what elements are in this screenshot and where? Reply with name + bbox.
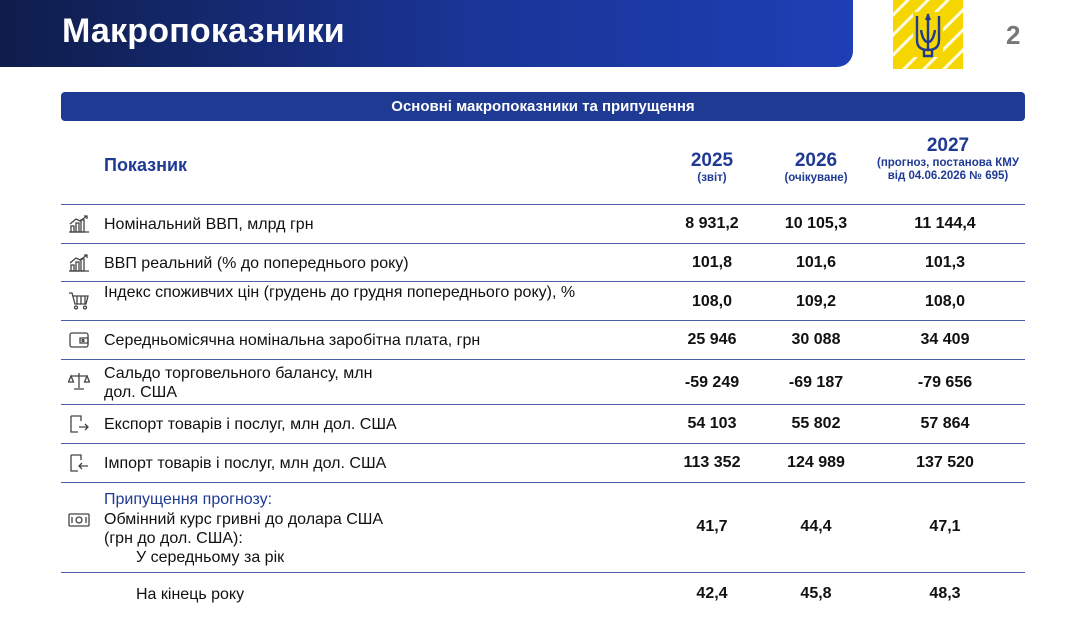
export-icon [68, 415, 90, 433]
value-2025: -59 249 [684, 374, 740, 391]
year-header-2027 [873, 135, 1023, 183]
value-2026: 55 802 [791, 415, 841, 432]
row-divider [61, 572, 1025, 573]
table-caption: Основні макропоказники та припущення [61, 92, 1025, 121]
year-label: 2026 [794, 150, 838, 171]
value-2026: 101,6 [795, 254, 837, 271]
value-2025: 108,0 [691, 293, 733, 310]
chart-real-icon [68, 254, 90, 272]
exchange-rate-unit: (грн до дол. США): [104, 530, 243, 547]
row-divider [61, 482, 1025, 483]
value-2026: 30 088 [791, 331, 841, 348]
value-2027: 34 409 [920, 331, 970, 348]
row-divider [61, 359, 1025, 360]
value-2025: 25 946 [687, 331, 737, 348]
value-2025: 8 931,2 [685, 215, 739, 232]
value-2026: 109,2 [795, 293, 837, 310]
value-2026: 45,8 [800, 585, 832, 602]
year-header-2026 [768, 150, 864, 185]
exchange-rate-label: Обмінний курс гривні до долара США [104, 511, 384, 528]
row-divider [61, 404, 1025, 405]
banknote-icon [68, 511, 90, 529]
year-header-2025 [672, 150, 752, 185]
year-label: 2025 [690, 150, 734, 171]
scales-icon [68, 372, 90, 390]
value-2026: 44,4 [800, 518, 832, 535]
chart-growth-icon [68, 215, 90, 233]
value-2025: 54 103 [687, 415, 737, 432]
value-2027: 47,1 [929, 518, 961, 535]
year-note: (прогноз, постанова КМУ від 04.06.2026 № 695) [876, 157, 1019, 182]
value-2027: 48,3 [929, 585, 961, 602]
value-2027: 57 864 [920, 415, 970, 432]
trident-icon [893, 0, 963, 69]
wallet-icon [68, 331, 90, 349]
row-label: Номінальний ВВП, млрд грн [104, 216, 314, 233]
value-2026: 124 989 [787, 454, 845, 471]
value-2025: 101,8 [691, 254, 733, 271]
value-2025: 42,4 [696, 585, 728, 602]
year-note: (очікуване) [784, 172, 848, 184]
indicator-column-header: Показник [104, 155, 188, 175]
import-icon [68, 454, 90, 472]
end-of-year-label: На кінець року [136, 586, 245, 603]
cart-icon [68, 292, 90, 310]
value-2026: -69 187 [788, 374, 844, 391]
row-label: ВВП реальний (% до попереднього року) [104, 255, 409, 272]
value-2025: 41,7 [696, 518, 728, 535]
row-label: Середньомісячна номінальна заробітна плата, грн [104, 332, 481, 349]
row-divider [61, 204, 1025, 205]
value-2027: -79 656 [917, 374, 973, 391]
value-2027: 137 520 [916, 454, 974, 471]
title-bar [0, 0, 853, 67]
value-2026: 10 105,3 [784, 215, 848, 232]
year-label: 2027 [926, 135, 970, 156]
value-2027: 108,0 [924, 293, 966, 310]
assumptions-heading: Припущення прогнозу: [104, 491, 273, 508]
page-number: 2 [1006, 20, 1021, 50]
row-divider [61, 281, 1025, 282]
row-label: Імпорт товарів і послуг, млн дол. США [104, 455, 387, 472]
row-divider [61, 443, 1025, 444]
row-label: Експорт товарів і послуг, млн дол. США [104, 416, 397, 433]
value-2025: 113 352 [683, 454, 741, 471]
year-note: (звіт) [697, 172, 727, 184]
row-label: Індекс споживчих цін (грудень до грудня попереднього року), % [104, 284, 576, 301]
row-label: Сальдо торговельного балансу, млн дол. США [104, 365, 373, 401]
value-2027: 101,3 [924, 254, 966, 271]
row-divider [61, 243, 1025, 244]
row-divider [61, 320, 1025, 321]
value-2027: 11 144,4 [914, 215, 976, 232]
slide-title: Макропоказники [62, 12, 345, 50]
average-label: У середньому за рік [136, 549, 285, 566]
